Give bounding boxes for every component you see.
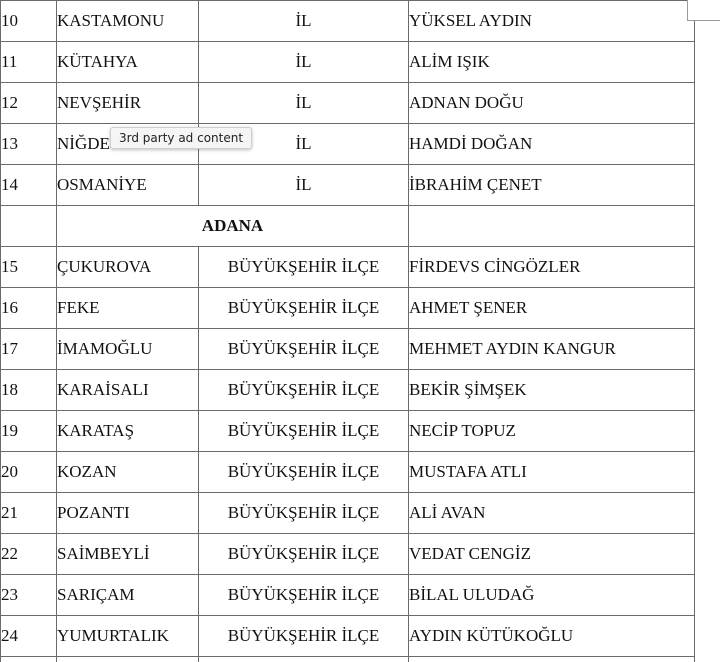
section-row bbox=[1, 206, 695, 247]
section-heading: ADANA bbox=[57, 206, 409, 247]
table-row bbox=[1, 452, 695, 493]
unit-type: İL bbox=[199, 83, 409, 124]
ad-tooltip: 3rd party ad content bbox=[110, 127, 252, 149]
candidate-name: VEDAT CENGİZ bbox=[409, 534, 695, 575]
province-name: KÜTAHYA bbox=[57, 42, 199, 83]
table-row bbox=[1, 493, 695, 534]
province-name: NEVŞEHİR bbox=[57, 83, 199, 124]
candidate-name: İBRAHİM ÇENET bbox=[409, 165, 695, 206]
table-row bbox=[1, 575, 695, 616]
row-number: 13 bbox=[1, 124, 57, 165]
table-row bbox=[1, 42, 695, 83]
section-empty-cell bbox=[409, 206, 695, 247]
page-corner-fold bbox=[687, 0, 720, 21]
district-name: POZANTI bbox=[57, 493, 199, 534]
unit-type: BÜYÜKŞEHİR İLÇE bbox=[199, 288, 409, 329]
row-number: 21 bbox=[1, 493, 57, 534]
district-name bbox=[57, 657, 199, 662]
candidate-name: YÜKSEL AYDIN bbox=[409, 1, 695, 42]
table-row bbox=[1, 288, 695, 329]
unit-type: BÜYÜKŞEHİR İLÇE bbox=[199, 575, 409, 616]
district-name: ÇUKUROVA bbox=[57, 247, 199, 288]
district-name: KARAİSALI bbox=[57, 370, 199, 411]
unit-type: İL bbox=[199, 124, 409, 165]
candidate-name: BEKİR ŞİMŞEK bbox=[409, 370, 695, 411]
candidate-name: MUSTAFA ATLI bbox=[409, 452, 695, 493]
district-name: FEKE bbox=[57, 288, 199, 329]
province-name: KASTAMONU bbox=[57, 1, 199, 42]
unit-type: BÜYÜKŞEHİR İLÇE bbox=[199, 370, 409, 411]
candidate-name: AYDIN KÜTÜKOĞLU bbox=[409, 616, 695, 657]
unit-type: BÜYÜKŞEHİR İLÇE bbox=[199, 247, 409, 288]
row-number: 14 bbox=[1, 165, 57, 206]
unit-type: İL bbox=[199, 42, 409, 83]
unit-type: İL bbox=[199, 1, 409, 42]
unit-type: İL bbox=[199, 165, 409, 206]
unit-type: BÜYÜKŞEHİR İLÇE bbox=[199, 493, 409, 534]
unit-type bbox=[199, 657, 409, 662]
row-number: 11 bbox=[1, 42, 57, 83]
district-name: SAİMBEYLİ bbox=[57, 534, 199, 575]
row-number: 17 bbox=[1, 329, 57, 370]
table-row bbox=[1, 83, 695, 124]
unit-type: BÜYÜKŞEHİR İLÇE bbox=[199, 616, 409, 657]
candidate-name: ALİM IŞIK bbox=[409, 42, 695, 83]
candidate-name bbox=[409, 657, 695, 662]
candidate-name: MEHMET AYDIN KANGUR bbox=[409, 329, 695, 370]
candidate-name: HAMDİ DOĞAN bbox=[409, 124, 695, 165]
table-row bbox=[1, 616, 695, 657]
section-empty-cell bbox=[1, 206, 57, 247]
table-row-partial bbox=[1, 657, 695, 662]
row-number: 12 bbox=[1, 83, 57, 124]
district-name: İMAMOĞLU bbox=[57, 329, 199, 370]
row-number: 16 bbox=[1, 288, 57, 329]
district-name: YUMURTALIK bbox=[57, 616, 199, 657]
candidate-name: FİRDEVS CİNGÖZLER bbox=[409, 247, 695, 288]
row-number: 22 bbox=[1, 534, 57, 575]
district-name: KARATAŞ bbox=[57, 411, 199, 452]
district-name: SARIÇAM bbox=[57, 575, 199, 616]
table-row bbox=[1, 247, 695, 288]
candidate-name: AHMET ŞENER bbox=[409, 288, 695, 329]
province-name: OSMANİYE bbox=[57, 165, 199, 206]
row-number: 18 bbox=[1, 370, 57, 411]
table-row bbox=[1, 370, 695, 411]
district-name: KOZAN bbox=[57, 452, 199, 493]
row-number: 20 bbox=[1, 452, 57, 493]
table-row bbox=[1, 329, 695, 370]
row-number: 23 bbox=[1, 575, 57, 616]
candidate-name: ADNAN DOĞU bbox=[409, 83, 695, 124]
candidate-name: NECİP TOPUZ bbox=[409, 411, 695, 452]
row-number: 24 bbox=[1, 616, 57, 657]
table-row bbox=[1, 534, 695, 575]
row-number: 10 bbox=[1, 1, 57, 42]
table-row bbox=[1, 124, 695, 165]
table-row bbox=[1, 165, 695, 206]
row-number: 19 bbox=[1, 411, 57, 452]
province-name: NİĞDE bbox=[57, 124, 199, 165]
unit-type: BÜYÜKŞEHİR İLÇE bbox=[199, 411, 409, 452]
unit-type: BÜYÜKŞEHİR İLÇE bbox=[199, 329, 409, 370]
unit-type: BÜYÜKŞEHİR İLÇE bbox=[199, 452, 409, 493]
table-row bbox=[1, 1, 695, 42]
unit-type: BÜYÜKŞEHİR İLÇE bbox=[199, 534, 409, 575]
row-number bbox=[1, 657, 57, 662]
row-number: 15 bbox=[1, 247, 57, 288]
candidate-name: BİLAL ULUDAĞ bbox=[409, 575, 695, 616]
candidate-name: ALİ AVAN bbox=[409, 493, 695, 534]
table-row bbox=[1, 411, 695, 452]
